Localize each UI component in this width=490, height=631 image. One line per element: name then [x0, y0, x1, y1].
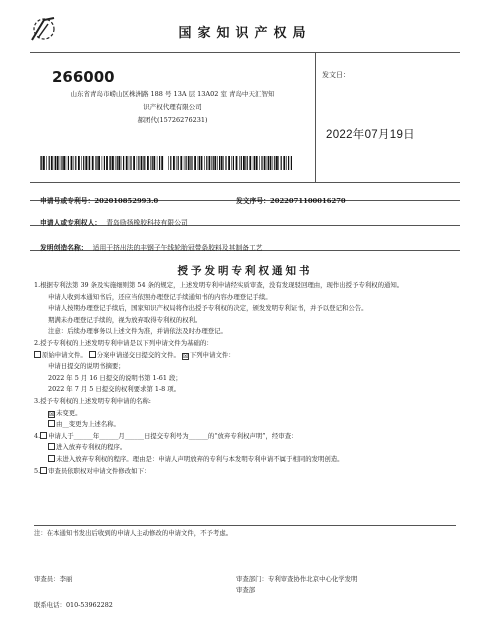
- postcode: 266000: [52, 68, 115, 86]
- barcode-bar: [85, 156, 87, 170]
- barcode-bar: [178, 156, 179, 170]
- barcode-bar: [112, 156, 114, 170]
- barcode: [40, 156, 164, 170]
- examiner-label: 审查员：: [34, 575, 60, 583]
- barcode-bar: [133, 156, 135, 170]
- barcode-bar: [233, 156, 234, 170]
- checkbox[interactable]: [89, 351, 96, 358]
- barcode-bar: [184, 156, 185, 170]
- barcode-bar: [104, 156, 105, 170]
- barcode-bar: [199, 156, 200, 170]
- barcode-bar: [54, 156, 55, 170]
- barcode-bar: [256, 156, 258, 170]
- document-number: 2022071100016270: [269, 197, 346, 205]
- barcode-bar: [137, 156, 138, 170]
- barcode-bar: [214, 156, 216, 170]
- paragraph: 申请人于______年______月______日提交专利号为______的“放弃专利权声明”，经审查：: [48, 431, 298, 440]
- divider: [34, 525, 456, 526]
- barcode-bar: [268, 156, 269, 170]
- paragraph: 审查员依职权对申请文件修改如下：: [48, 466, 151, 475]
- barcode-bar: [211, 156, 212, 170]
- notice-title: 授予发明专利权通知书: [177, 265, 313, 277]
- barcode-bar: [198, 156, 199, 170]
- barcode-bar: [231, 156, 232, 170]
- paragraph: 申请日提交的说明书摘要；: [48, 362, 125, 371]
- barcode-bar: [115, 156, 116, 170]
- phone-row: [34, 600, 113, 609]
- barcode-bar: [274, 156, 275, 170]
- divider: [30, 52, 460, 53]
- name-option: [34, 419, 458, 431]
- barcode-bar: [150, 156, 151, 170]
- application-number-label: 申请号或专利号：: [40, 197, 95, 205]
- barcode-bar: [74, 156, 75, 170]
- barcode-bar: [191, 156, 192, 170]
- barcode: [168, 156, 292, 170]
- recipient-address: [40, 88, 305, 127]
- option-label: 由__变更为上述名称。: [56, 420, 120, 429]
- barcode-bar: [173, 156, 175, 170]
- item-number: 4.: [34, 431, 41, 440]
- barcode-bar: [291, 156, 292, 170]
- invention-label: 发明创造名称：: [40, 244, 88, 252]
- barcode-bar: [41, 156, 42, 170]
- barcode-bar: [63, 156, 65, 170]
- barcode-bar: [241, 156, 242, 170]
- barcode-bar: [245, 156, 246, 170]
- barcode-bar: [95, 156, 96, 170]
- option-label: 未进入放弃专利权的程序。理由是：申请人声明放弃的专利与本发明专利申请不属于相同的发明创造。: [56, 454, 344, 463]
- barcode-bar: [144, 156, 145, 170]
- application-number-row: [40, 188, 158, 207]
- barcode-bar: [46, 156, 47, 170]
- barcode-bar: [98, 156, 100, 170]
- barcode-bar: [286, 156, 287, 170]
- barcode-bar: [117, 156, 118, 170]
- option-label: 分案申请递交日提交的文件。: [96, 350, 180, 359]
- barcode-bar: [204, 156, 205, 170]
- dispatch-date-label: 发文日：: [322, 71, 350, 79]
- barcode-bar: [253, 156, 254, 170]
- waiver-item: [34, 431, 458, 443]
- checkbox[interactable]: [40, 432, 47, 439]
- barcode-bar: [223, 156, 224, 170]
- barcode-bar: [219, 156, 220, 170]
- barcode-bar: [60, 156, 61, 170]
- checkbox-checked[interactable]: ☒: [49, 410, 55, 418]
- phone-label: 联系电话：: [34, 601, 66, 609]
- barcode-bar: [57, 156, 59, 170]
- barcode-bar: [213, 156, 214, 170]
- document-number-label: 发文序号：: [236, 197, 270, 205]
- barcode-bar: [194, 156, 196, 170]
- barcode-bar: [129, 156, 130, 170]
- option-label: 进入放弃专利权的程序。: [56, 443, 127, 452]
- barcode-bar: [109, 156, 110, 170]
- barcode-bar: [40, 156, 41, 170]
- barcode-bar: [281, 156, 282, 170]
- barcode-bar: [110, 156, 111, 170]
- barcode-bar: [106, 156, 108, 170]
- checkbox[interactable]: [48, 455, 55, 462]
- address-line: 郝团代(15726276231): [137, 116, 208, 124]
- barcode-bar: [143, 156, 144, 170]
- barcode-bar: [157, 156, 158, 170]
- application-number: 202010852993.0: [94, 197, 159, 205]
- basis-options: [34, 350, 458, 362]
- barcode-bar: [147, 156, 149, 170]
- paragraph: 2022 年 5 月 16 日提交的说明书第 1-61 段；: [48, 373, 182, 382]
- paragraph: 2.授予专利权的上述发明专利申请是以下列申请文件为基础的：: [34, 338, 213, 347]
- notice-note: 注：在本通知书发出后收到的申请人主动修改的申请文件，不予考虑。: [34, 529, 233, 537]
- barcode-bar: [261, 156, 262, 170]
- barcode-bar: [152, 156, 153, 170]
- paragraph: 申请人收到本通知书后，还应当依照办理登记手续通知书的内容办理登记手续。: [48, 292, 272, 301]
- paragraph: 申请人按期办理登记手续后，国家知识产权局将作出授予专利权的决定，颁发发明专利证书，并予以登记和公告。: [48, 304, 368, 313]
- paragraph: 2022 年 7 月 5 日提交的权利要求第 1-8 项。: [48, 385, 180, 394]
- barcode-bar: [276, 156, 278, 170]
- barcode-bar: [61, 156, 62, 170]
- barcode-bar: [188, 156, 190, 170]
- barcode-bar: [170, 156, 171, 170]
- barcode-bar: [83, 156, 84, 170]
- applicant-row: [40, 210, 188, 229]
- barcode-bar: [221, 156, 223, 170]
- barcode-bar: [247, 156, 248, 170]
- barcode-bar: [43, 156, 45, 170]
- notice-body: [34, 280, 458, 477]
- checkbox[interactable]: [40, 467, 47, 474]
- option-label: 下列申请文件：: [189, 350, 235, 359]
- paragraph: 期满未办理登记手续的，视为放弃取得专利权的权利。: [48, 315, 202, 324]
- department-label: 审查部门：: [236, 575, 268, 583]
- option-label: 原始申请文件。: [42, 350, 87, 359]
- barcode-bar: [228, 156, 230, 170]
- barcode-bar: [88, 156, 89, 170]
- barcode-bar: [186, 156, 187, 170]
- barcode-bar: [102, 156, 103, 170]
- barcode-bar: [55, 156, 56, 170]
- barcode-bar: [270, 156, 272, 170]
- waiver-option: [34, 442, 458, 454]
- office-title: 国家知识产权局: [178, 26, 312, 41]
- checkbox[interactable]: [48, 443, 55, 450]
- department-name-cont: 审查部: [236, 586, 256, 594]
- barcode-bar: [121, 156, 122, 170]
- option-label: 未变更。: [56, 408, 82, 417]
- address-line: 山东省青岛市崂山区株洲路 188 号 13A 层 13A02 室 青岛中天汇智知: [70, 90, 275, 98]
- document-number-row: [236, 188, 346, 207]
- barcode-bar: [236, 156, 238, 170]
- barcode-bar: [283, 156, 285, 170]
- barcode-bar: [239, 156, 240, 170]
- divider: [315, 52, 316, 182]
- paragraph: 1.根据专利法第 39 条及实施细则第 54 条的规定，上述发明专利申请经实质审查，没有发现驳回理由，现作出授予专利权的通知。: [34, 281, 404, 289]
- phone-number: 010-53962282: [65, 601, 113, 609]
- amendment-item: [34, 466, 458, 478]
- waiver-option: [34, 454, 458, 466]
- barcode-bar: [96, 156, 97, 170]
- barcode-bar: [141, 156, 143, 170]
- barcode-bar: [273, 156, 274, 170]
- applicant-label: 申请人或专利权人：: [40, 219, 102, 227]
- examiner-name: 李丽: [59, 575, 73, 583]
- checkbox[interactable]: [48, 420, 55, 427]
- barcode-bar: [123, 156, 124, 170]
- barcode-bar: [259, 156, 260, 170]
- name-option: [34, 408, 458, 420]
- barcode-bar: [206, 156, 207, 170]
- checkbox-checked[interactable]: ☒: [182, 352, 189, 360]
- barcode-bar: [176, 156, 177, 170]
- barcode-bar: [159, 156, 160, 170]
- barcode-bar: [118, 156, 120, 170]
- invention-title: 适用于挤出法的丰钢子午线轮胎冠带条胶料及其制备工艺: [92, 244, 263, 252]
- barcode-bar: [201, 156, 203, 170]
- item-number: 5.: [34, 466, 41, 475]
- barcode-bar: [161, 156, 163, 170]
- barcode-bar: [243, 156, 245, 170]
- barcode-bar: [49, 156, 50, 170]
- barcode-bar: [180, 156, 182, 170]
- barcode-bar: [225, 156, 226, 170]
- barcode-bar: [68, 156, 69, 170]
- paragraph: 注意：后续办理事务以上述文件为准，并请依法及时办理登记。: [48, 327, 227, 336]
- barcode-bar: [153, 156, 155, 170]
- barcode-bar: [92, 156, 94, 170]
- paragraph: 3.授予专利权的上述发明专利申请的名称:: [34, 396, 151, 405]
- invention-row: [40, 235, 263, 254]
- barcode-bar: [81, 156, 82, 170]
- address-line: 识产权代理有限公司: [143, 103, 202, 111]
- barcode-bar: [249, 156, 251, 170]
- examiner-row: [34, 574, 72, 583]
- barcode-bar: [51, 156, 53, 170]
- checkbox[interactable]: [34, 351, 41, 358]
- barcode-bar: [89, 156, 90, 170]
- department-name: 专利审查协作北京中心化学发明: [267, 575, 358, 583]
- barcode-bar: [138, 156, 139, 170]
- barcode-bar: [168, 156, 169, 170]
- barcode-bar: [126, 156, 128, 170]
- barcode-bar: [130, 156, 131, 170]
- barcode-bar: [217, 156, 218, 170]
- barcode-bar: [209, 156, 211, 170]
- applicant-name: 青岛励扬橡胶科技有限公司: [106, 219, 188, 227]
- barcode-bar: [75, 156, 76, 170]
- dispatch-date: 2022年07月19日: [326, 129, 415, 141]
- barcode-bar: [264, 156, 266, 170]
- barcode-bar: [78, 156, 80, 170]
- department-block: [236, 574, 357, 596]
- barcode-bar: [190, 156, 191, 170]
- barcode-bar: [71, 156, 73, 170]
- barcode-bar: [288, 156, 289, 170]
- barcode-bar: [278, 156, 279, 170]
- barcode-bar: [267, 156, 268, 170]
- barcode-bar: [66, 156, 67, 170]
- barcode-bar: [254, 156, 255, 170]
- divider: [30, 182, 460, 183]
